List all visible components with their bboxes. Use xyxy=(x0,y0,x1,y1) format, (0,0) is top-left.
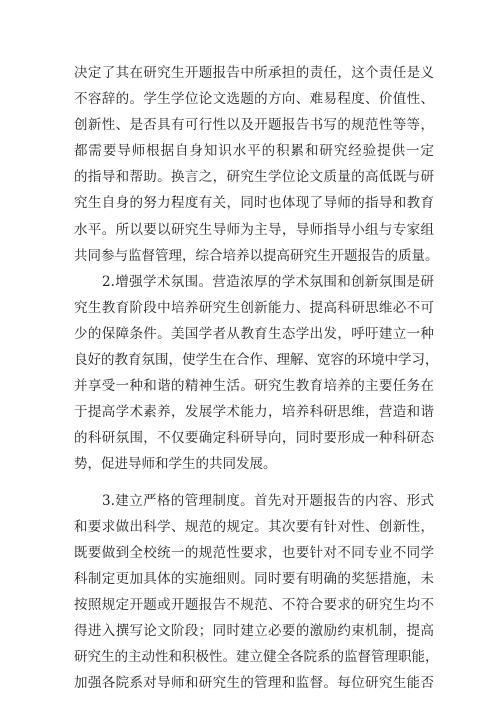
text-line: 研究生的主动性和积极性。建立健全各院系的监督管理职能， xyxy=(74,649,439,666)
text-line: 创新性、是否具有可行性以及开题报告书写的规范性等等， xyxy=(74,117,434,134)
paragraph-1 xyxy=(74,60,439,269)
text-line: 少的保障条件。美国学者从教育生态学出发，呼吁建立一种 xyxy=(74,325,434,342)
text-line: 2.增强学术氛围。营造浓厚的学术氛围和创新氛围是研 xyxy=(102,273,434,290)
text-line: 并享受一种和谐的精神生活。研究生教育培养的主要任务在 xyxy=(74,378,434,395)
text-line: 3.建立严格的管理制度。首先对开题报告的内容、形式 xyxy=(102,492,434,509)
text-line: 势，促进导师和学生的共同发展。 xyxy=(74,456,277,473)
body-text xyxy=(74,60,439,696)
paragraph-spacer xyxy=(74,478,434,488)
text-line: 都需要导师根据自身知识水平的积累和研究经验提供一定 xyxy=(74,143,434,160)
text-line: 按照规定开题或开题报告不规范、不符合要求的研究生均不 xyxy=(74,596,434,613)
text-line: 加强各院系对导师和研究生的管理和监督。每位研究生能否 xyxy=(74,675,434,692)
text-line: 于提高学术素养，发展学术能力，培养科研思维，营造和谐 xyxy=(74,404,434,421)
text-line: 的指导和帮助。换言之，研究生学位论文质量的高低既与研 xyxy=(74,169,434,186)
paragraph-2 xyxy=(74,269,439,478)
paragraph-3 xyxy=(74,488,439,697)
text-line: 水平。所以要以研究生导师为主导，导师指导小组与专家组 xyxy=(74,221,434,238)
text-line: 的科研氛围，不仅要确定科研导向，同时要形成一种科研态 xyxy=(74,430,434,447)
text-line: 既要做到全校统一的规范性要求，也要针对不同专业不同学 xyxy=(74,544,434,561)
text-line: 共同参与监督管理，综合培养以提高研究生开题报告的质量。 xyxy=(74,247,439,264)
text-line: 究生自身的努力程度有关，同时也体现了导师的指导和教育 xyxy=(74,195,434,212)
text-line: 和要求做出科学、规范的规定。其次要有针对性、创新性， xyxy=(74,518,434,535)
text-line: 良好的教育氛围，使学生在合作、理解、宽容的环境中学习， xyxy=(74,352,439,369)
text-line: 决定了其在研究生开题报告中所承担的责任，这个责任是义 xyxy=(74,65,434,81)
text-line: 究生教育阶段中培养研究生创新能力、提高科研思维必不可 xyxy=(74,299,434,316)
text-line: 科制定更加具体的实施细则。同时要有明确的奖惩措施，未 xyxy=(74,570,434,587)
text-line: 不容辞的。学生学位论文选题的方向、难易程度、价值性、 xyxy=(74,91,434,108)
text-line: 得进入撰写论文阶段；同时建立必要的激励约束机制，提高 xyxy=(74,622,434,639)
